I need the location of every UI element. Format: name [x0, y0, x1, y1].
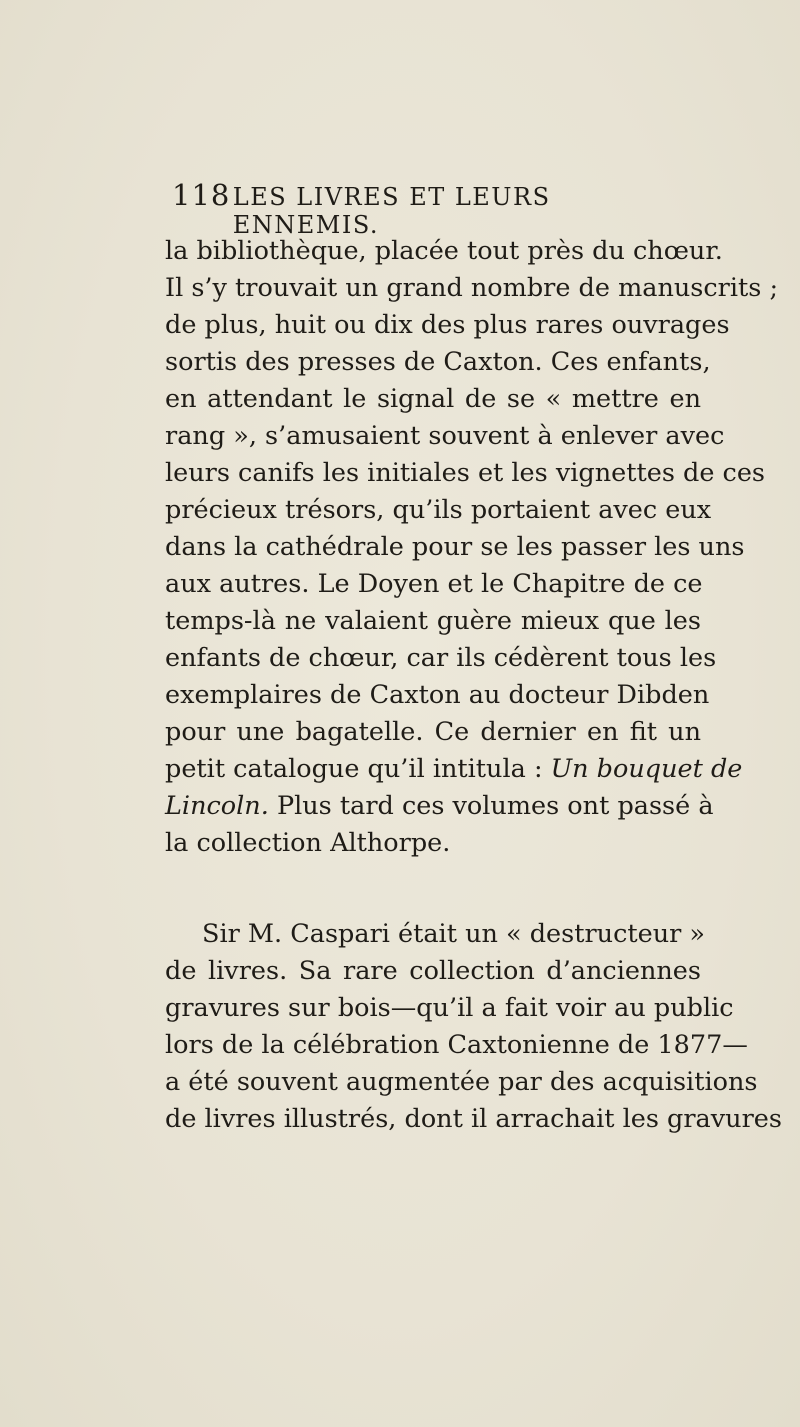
text-line: sortis des presses de Caxton. Ces enfants, — [165, 347, 711, 377]
running-title: LES LIVRES ET LEURS ENNEMIS. — [232, 183, 551, 239]
text-line: la bibliothèque, placée tout près du chœur. — [165, 236, 723, 266]
text-line: temps-là ne valaient guère mieux que les — [165, 606, 701, 636]
text-line: précieux trésors, qu’ils portaient avec eux — [165, 495, 712, 525]
page-number: 118 — [172, 178, 231, 212]
text-line: a été souvent augmentée par des acquisitions — [165, 1067, 758, 1097]
text-line: exemplaires de Caxton au docteur Dibden — [165, 680, 710, 710]
text-line: de livres. Sa rare collection d’anciennes — [165, 956, 701, 986]
text-line: la collection Althorpe. — [165, 828, 451, 858]
text-line: enfants de chœur, car ils cédèrent tous les — [165, 643, 717, 673]
text-line: lors de la célébration Caxtonienne de 1877— — [165, 1030, 748, 1060]
book-title-italic: Un bouquet de — [550, 754, 743, 784]
text-line: de plus, huit ou dix des plus rares ouvrages — [165, 310, 730, 340]
text-line: pour une bagatelle. Ce dernier en fit un — [165, 717, 701, 747]
text-line: Sir M. Caspari était un « destructeur » — [202, 919, 706, 949]
text-line: rang », s’amusaient souvent à enlever avec — [165, 421, 725, 451]
text-line: leurs canifs les initiales et les vignettes de ces — [165, 458, 765, 488]
book-title-italic: Lincoln. — [165, 791, 269, 821]
paragraph-gap — [165, 862, 701, 916]
paragraph-1 — [165, 233, 779, 862]
text-line: en attendant le signal de se « mettre en — [165, 384, 701, 414]
text-line — [165, 751, 743, 788]
paragraph-2 — [165, 916, 782, 1138]
line-text: petit catalogue qu’il intitula : — [165, 754, 543, 784]
text-line: dans la cathédrale pour se les passer les uns — [165, 532, 745, 562]
text-line — [165, 788, 714, 825]
body-text — [165, 233, 782, 1138]
line-text: Plus tard ces volumes ont passé à — [268, 791, 714, 821]
page-header — [172, 178, 632, 239]
text-line: aux autres. Le Doyen et le Chapitre de ce — [165, 569, 703, 599]
text-line: gravures sur bois—qu’il a fait voir au public — [165, 993, 734, 1023]
text-line: de livres illustrés, dont il arrachait les gravures — [165, 1104, 782, 1134]
text-line: Il s’y trouvait un grand nombre de manuscrits ; — [165, 273, 779, 303]
